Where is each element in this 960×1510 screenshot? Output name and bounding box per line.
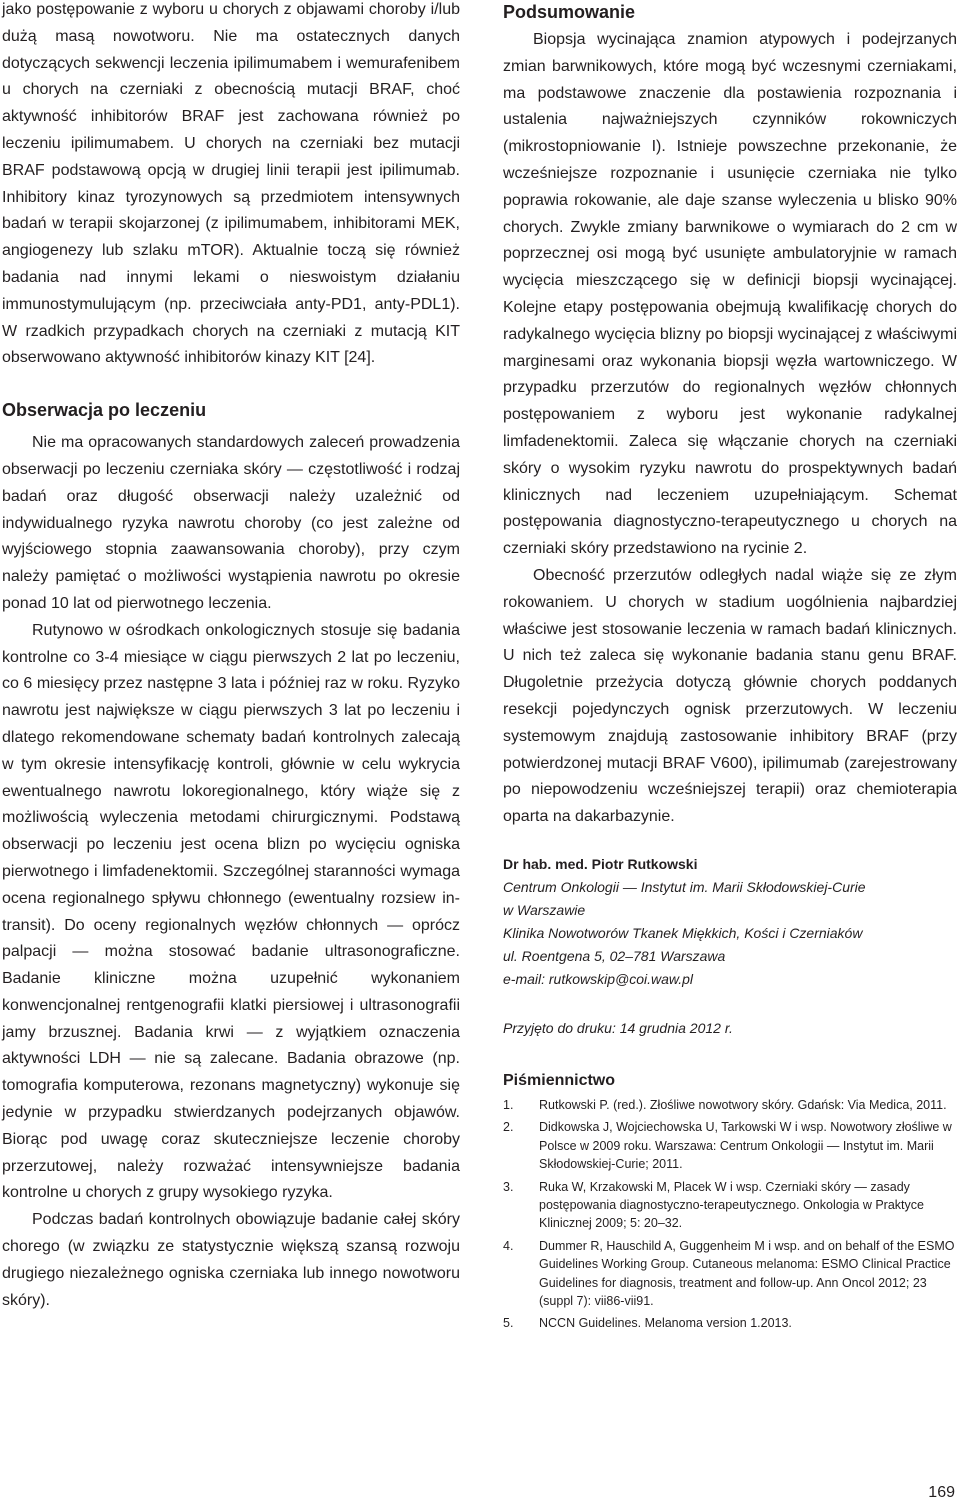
accepted-date: Przyjęto do druku: 14 grudnia 2012 r. [503,1019,733,1036]
author-name: Dr hab. med. Piotr Rutkowski [503,855,698,872]
reference-number: 3. [503,1179,514,1194]
author-block [503,853,957,991]
reference-number: 5. [503,1316,514,1331]
reference-text: Rutkowski P. (red.). Złośliwe nowotwory skóry. Gdańsk: Via Medica, 2011. [539,1097,947,1112]
body-paragraph: jako postępowanie z wyboru u chorych z objawami choroby i/lub dużą masą nowotworu. Nie ma ostatecznych danych dotyczących sekwencji leczenia ipilimumabem i wemurafenibem u chorych na czerniaki z obecnością mutacji BRAF, choć aktywność inhibitorów BRAF jest zachowana również po leczeniu ipilimumabem. U chorych na czerniaki bez mutacji BRAF podstawową opcją w drugiej linii terapii jest ipilimumab. Inhibitory kinaz tyrozynowych są przedmiotem intensywnych badań w terapii skojarzonej (z ipilimumabem, inhibitorami MEK, angiogenezy lub szlaku mTOR). Aktualnie toczą się również badania nad innymi lekami o nieswoistym działaniu immunostymulującym (np. przeciwciała anty-PD1, anty-PDL1). W rzadkich przypadkach chorych na czerniaki z mutacją KIT obserwowano aktywność inhibitorów kinazy KIT [24]. [2,1,460,367]
reference-item [503,1237,957,1311]
reference-item [503,1314,957,1332]
left-column [2,0,460,1314]
references-list [503,1096,957,1333]
body-paragraph: Biopsja wycinająca znamion atypowych i podejrzanych zmian barwnikowych, które mogą być wczesnymi czerniakami, ma podstawowe znaczenie dla postawienia rozpoznania i ustalenia najważniejszych czynników rokowniczych (mikrostopniowanie I). Istnieje powszechne przekonanie, że wcześniejsze rozpoznanie i usunięcie czerniaka nie tylko poprawia rokowanie, ale daje szanse wyleczenia u blisko 90% chorych. Zwykle zmiany barwnikowe o wymiarach do 2 cm w poprzecznej osi mogą być usunięte ambulatoryjnie w ramach wycięcia mieszczącego się w definicji biopsji wycinającej. Kolejne etapy postępowania obejmują kwalifikację chorych do radykalnego wycięcia blizny po biopsji wycinającej z właściwymi marginesami oraz wykonania biopsji węzła wartowniczego. W przypadku przerzutów do regionalnych węzłów chłonnych postępowaniem z wyboru jest wykonanie radykalnej limfadenektomii. Zaleca się włączanie chorych na czerniaki skóry o wysokim ryzyku nawrotu do prospektywnych badań klinicznych nad leczeniem uzupełniającym. Schemat postępowania diagnostyczno-terapeutycznego u chorych na czerniaki skóry przedstawiono na rycinie 2. [503,31,957,558]
reference-text: Dummer R, Hauschild A, Guggenheim M i wsp. and on behalf of the ESMO Guidelines Working Group. Cutaneous melanoma: ESMO Clinical Practice Guidelines for diagnosis, treatment and follow-up. Ann Oncol 2012; 23 (suppl 7): vii86-vii91. [539,1238,955,1308]
body-paragraph: Nie ma opracowanych standardowych zaleceń prowadzenia obserwacji po leczeniu czerniaka skóry — częstotliwość i rodzaj badań oraz długość obserwacji należy uzależnić od indywidualnego ryzyka nawrotu choroby (co jest zależne od wyjściowego stopnia zaawansowania choroby), przy czym należy pamiętać o możliwości wystąpienia nawrotu po okresie ponad 10 lat od pierwotnego leczenia. [2,434,460,612]
reference-item [503,1118,957,1173]
right-column [503,0,957,1337]
body-paragraph: Rutynowo w ośrodkach onkologicznych stosuje się badania kontrolne co 3-4 miesiące w ciągu pierwszych 2 lat po leczeniu, co 6 miesięcy przez następne 3 lata i później raz w roku. Ryzyko nawrotu jest największe w ciągu pierwszych 3 lat po leczeniu i dlatego rekomendowane schematy badań kontrolnych zalecają w tym okresie intensyfikację kontroli, głównie w celu wykrycia ewentualnego nawrotu lokoregionalnego, który wiąże się z możliwością wyleczenia metodami chirurgicznymi. Podstawą obserwacji po leczeniu jest ocena blizn po wycięciu ogniska pierwotnego i limfadenektomii. Szczególnej staranności wymaga ocena regionalnego spływu chłonnego (ewentualny rozsiew in-transit). Do oceny regionalnych węzłów chłonnych — oprócz palpacji — można stosować badanie ultrasonograficzne. Badanie kliniczne można uzupełnić wykonaniem konwencjonalnej rentgenografii klatki piersiowej i ultrasonografii jamy brzusznej. Badania krwi — z wyjątkiem oznaczenia aktywności LDH — nie są zalecane. Badania obrazowe (np. tomografia komputerowa, rezonans magnetyczny) wykonuje się jedynie w przypadku stwierdzanych podejrzanych objawów. Biorąc pod uwagę coraz skuteczniejsze leczenie choroby przerzutowej, należy rozważać intensywniejsze badania kontrolne u chorych z grupy wysokiego ryzyka. [2,621,460,1202]
body-paragraph: Podczas badań kontrolnych obowiązuje badanie całej skóry chorego (w związku ze statystycznie większą szansą rozwoju drugiego niezależnego ogniska czerniaka lub innego nowotworu skóry). [2,1211,460,1309]
body-paragraph: Obecność przerzutów odległych nadal wiąże się ze złym rokowaniem. U chorych w stadium uogólnienia najbardziej właściwe jest stosowanie leczenia w ramach badań klinicznych. U nich też zaleca się wykonanie badania stanu genu BRAF. Długoletnie przeżycia dotyczą głównie chorych poddanych resekcji pojedynczych ognisk przerzutowych. W leczeniu systemowym znajdują zastosowanie inhibitory BRAF (przy potwierdzonej mutacji BRAF V600), ipilimumab (zarejestrowany po niepowodzeniu wcześniejszej terapii) oraz chemioterapia oparta na dakarbazynie. [503,566,957,826]
author-address: ul. Roentgena 5, 02–781 Warszawa [503,947,726,964]
page-number: 169 [928,1484,955,1501]
reference-text: Didkowska J, Wojciechowska U, Tarkowski W i wsp. Nowotwory złośliwe w Polsce w 2009 roku. Warszawa: Centrum Onkologii — Instytut im. Marii Skłodowskiej-Curie; 2011. [539,1120,952,1172]
section-heading: Obserwacja po leczeniu [2,400,207,421]
references-heading: Piśmiennictwo [503,1071,616,1089]
author-email: e-mail: rutkowskip@coi.waw.pl [503,970,694,987]
reference-item [503,1096,957,1114]
author-affiliation: Centrum Onkologii — Instytut im. Marii Skłodowskiej-Curie [503,878,866,895]
reference-text: NCCN Guidelines. Melanoma version 1.2013. [539,1316,792,1331]
reference-text: Ruka W, Krzakowski M, Placek W i wsp. Czerniaki skóry — zasady postępowania diagnostyczno-terapeutycznego. Onkologia w Praktyce Klinicznej 2009; 5: 20–32. [539,1179,924,1231]
reference-number: 2. [503,1120,514,1135]
author-affiliation: w Warszawie [503,901,586,918]
reference-number: 4. [503,1238,514,1253]
author-affiliation: Klinika Nowotworów Tkanek Miękkich, Kości i Czerniaków [503,924,863,941]
reference-number: 1. [503,1097,514,1112]
reference-item [503,1178,957,1233]
section-heading: Podsumowanie [503,2,636,22]
